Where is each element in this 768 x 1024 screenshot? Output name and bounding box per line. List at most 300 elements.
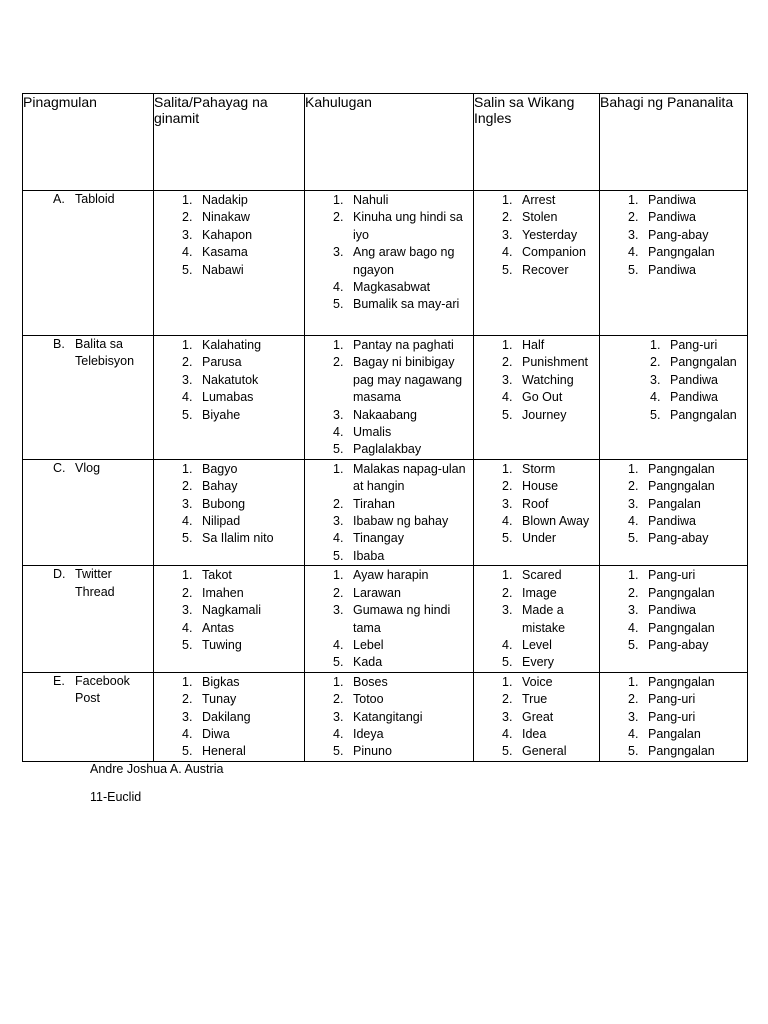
list-item [154, 513, 304, 530]
bahagi-cell [600, 336, 748, 460]
source-cell [23, 191, 154, 336]
item-text: Nakaabang [353, 407, 417, 422]
list-item [154, 637, 304, 654]
item-text: Scared [522, 568, 562, 583]
list-item [600, 726, 747, 743]
item-number: 4. [182, 620, 193, 635]
source-letter: E. [53, 673, 65, 688]
item-text: Image [522, 585, 557, 600]
item-text: Pangngalan [648, 674, 715, 689]
item-text: Pandiwa [648, 603, 696, 618]
item-number: 5. [333, 548, 344, 563]
list-item [600, 674, 747, 691]
item-text: Malakas napag-ulan at hangin [353, 461, 466, 494]
item-text: Pangngalan [670, 407, 737, 422]
item-text: Pang-abay [648, 637, 709, 652]
kahulugan-list [305, 673, 473, 761]
salita-cell [154, 459, 305, 565]
item-number: 3. [628, 709, 639, 724]
item-number: 3. [333, 407, 344, 422]
item-number: 3. [333, 709, 344, 724]
item-text: Pangngalan [648, 479, 715, 494]
item-text: Storm [522, 461, 556, 476]
item-text: Tirahan [353, 496, 395, 511]
item-number: 3. [182, 227, 193, 242]
item-text: Every [522, 655, 554, 670]
item-number: 3. [333, 245, 344, 260]
list-item [474, 262, 599, 279]
bahagi-cell [600, 566, 748, 672]
list-item [154, 209, 304, 226]
list-item [600, 244, 747, 261]
salin-cell [474, 336, 600, 460]
list-item [600, 709, 747, 726]
item-number: 2. [650, 355, 661, 370]
list-item [600, 461, 747, 478]
item-text: Bagay ni binibigay pag may nagawang masama [353, 355, 463, 405]
bahagi-list [600, 673, 747, 761]
source-cell [23, 336, 154, 460]
item-number: 3. [628, 496, 639, 511]
item-text: Companion [522, 245, 586, 260]
item-text: Idea [522, 726, 547, 741]
table-row [23, 459, 748, 565]
kahulugan-list [305, 566, 473, 671]
item-number: 5. [628, 531, 639, 546]
item-text: Nilipad [202, 514, 241, 529]
item-text: Pandiwa [648, 210, 696, 225]
item-text: Pandiwa [648, 193, 696, 207]
item-number: 5. [333, 744, 344, 759]
item-text: Ninakaw [202, 210, 250, 225]
list-item [305, 337, 473, 354]
list-item [474, 192, 599, 209]
list-item [154, 743, 304, 760]
item-text: Pang-uri [670, 338, 718, 352]
item-number: 1. [502, 568, 513, 583]
item-text: Lumabas [202, 390, 254, 405]
list-item [600, 567, 747, 584]
item-number: 3. [502, 227, 513, 242]
list-item [305, 461, 473, 496]
kahulugan-cell [305, 566, 474, 672]
item-text: Pang-uri [648, 709, 696, 724]
item-text: Pinuno [353, 744, 392, 759]
list-item [474, 691, 599, 708]
list-item [154, 585, 304, 602]
item-text: Kada [353, 655, 383, 670]
item-text: Pangalan [648, 496, 701, 511]
table-row [23, 336, 748, 460]
list-item [305, 513, 473, 530]
salita-list [154, 673, 304, 761]
item-number: 5. [628, 637, 639, 652]
item-number: 5. [333, 655, 344, 670]
salita-list [154, 336, 304, 424]
item-text: Lebel [353, 637, 384, 652]
list-item [305, 726, 473, 743]
list-item [154, 691, 304, 708]
item-text: Kahapon [202, 227, 253, 242]
list-item [600, 743, 747, 760]
list-item [305, 354, 473, 406]
item-number: 4. [333, 425, 344, 440]
item-text: Pangngalan [648, 245, 715, 260]
list-item [154, 530, 304, 547]
list-item [474, 337, 599, 354]
salita-cell [154, 191, 305, 336]
list-item [154, 726, 304, 743]
item-number: 5. [333, 442, 344, 457]
list-item [305, 709, 473, 726]
source-name: Facebook Post [75, 673, 130, 706]
header-salin: Salin sa Wikang Ingles [474, 94, 600, 191]
item-number: 2. [502, 355, 513, 370]
item-text: Pangngalan [648, 620, 715, 635]
item-number: 1. [333, 338, 344, 352]
item-number: 1. [333, 461, 344, 476]
item-text: Yesterday [522, 227, 578, 242]
item-text: Dakilang [202, 709, 251, 724]
table-row [23, 566, 748, 672]
item-number: 5. [628, 262, 639, 277]
item-text: Umalis [353, 425, 392, 440]
item-text: Biyahe [202, 407, 241, 422]
source-letter: A. [53, 192, 65, 206]
item-number: 4. [628, 514, 639, 529]
item-text: Gumawa ng hindi tama [353, 603, 451, 635]
list-item [474, 602, 599, 637]
item-number: 1. [182, 461, 193, 476]
source-letter: C. [53, 460, 66, 475]
list-item [600, 530, 747, 547]
source-letter: B. [53, 337, 65, 351]
list-item [154, 192, 304, 209]
item-text: Antas [202, 620, 234, 635]
list-item [305, 424, 473, 441]
item-number: 1. [333, 674, 344, 689]
item-text: Stolen [522, 210, 558, 225]
list-item [154, 567, 304, 584]
item-number: 1. [182, 193, 193, 207]
item-text: Voice [522, 674, 553, 689]
item-number: 1. [628, 193, 639, 207]
list-item [154, 709, 304, 726]
item-text: Nakatutok [202, 372, 259, 387]
list-item [154, 262, 304, 279]
list-item [305, 192, 473, 209]
item-number: 4. [182, 726, 193, 741]
item-number: 3. [333, 603, 344, 618]
item-text: Under [522, 531, 557, 546]
list-item [305, 530, 473, 547]
item-text: House [522, 479, 559, 494]
item-number: 5. [333, 297, 344, 312]
item-text: Go Out [522, 390, 563, 405]
list-item [474, 478, 599, 495]
item-text: Half [522, 338, 545, 352]
item-number: 4. [628, 726, 639, 741]
list-item [474, 637, 599, 654]
list-item [154, 620, 304, 637]
list-item [600, 354, 747, 371]
item-text: Pang-uri [648, 568, 696, 583]
item-number: 4. [502, 390, 513, 405]
list-item [154, 674, 304, 691]
item-text: Katangitangi [353, 709, 423, 724]
list-item [474, 354, 599, 371]
item-number: 4. [182, 245, 193, 260]
list-item [600, 227, 747, 244]
item-text: Ibaba [353, 548, 385, 563]
list-item [305, 496, 473, 513]
item-text: Bumalik sa may-ari [353, 297, 460, 312]
list-item [154, 478, 304, 495]
item-number: 2. [502, 210, 513, 225]
kahulugan-cell [305, 336, 474, 460]
item-number: 4. [502, 245, 513, 260]
list-item [305, 674, 473, 691]
item-text: Nabawi [202, 262, 244, 277]
item-text: Ang araw bago ng ngayon [353, 245, 455, 277]
item-text: Arrest [522, 193, 556, 207]
item-text: Recover [522, 262, 569, 277]
item-number: 2. [628, 692, 639, 707]
salita-list [154, 191, 304, 279]
item-number: 2. [628, 479, 639, 494]
item-text: Heneral [202, 744, 246, 759]
list-item [600, 691, 747, 708]
item-number: 2. [333, 585, 344, 600]
item-number: 3. [628, 603, 639, 618]
list-item [474, 209, 599, 226]
item-text: Nahuli [353, 193, 389, 207]
item-number: 4. [628, 620, 639, 635]
list-item [474, 389, 599, 406]
list-item [154, 354, 304, 371]
list-item [600, 620, 747, 637]
item-text: Pang-abay [648, 227, 709, 242]
source-name: Vlog [75, 460, 101, 475]
kahulugan-cell [305, 191, 474, 336]
salita-list [154, 460, 304, 548]
list-item [305, 244, 473, 279]
list-item [305, 209, 473, 244]
item-number: 1. [182, 674, 193, 689]
item-number: 1. [182, 338, 193, 352]
salin-cell [474, 672, 600, 761]
item-text: Magkasabwat [353, 280, 431, 295]
kahulugan-cell [305, 672, 474, 761]
salin-cell [474, 459, 600, 565]
bahagi-cell [600, 672, 748, 761]
list-item [600, 372, 747, 389]
list-item [600, 496, 747, 513]
salita-cell [154, 672, 305, 761]
item-text: True [522, 692, 548, 707]
item-text: Nagkamali [202, 603, 262, 618]
item-text: Pandiwa [648, 262, 696, 277]
item-number: 1. [333, 568, 344, 583]
salin-list [474, 336, 599, 424]
item-number: 2. [502, 585, 513, 600]
item-number: 2. [628, 585, 639, 600]
item-text: Tunay [202, 692, 237, 707]
item-number: 5. [182, 744, 193, 759]
item-number: 2. [502, 692, 513, 707]
item-text: Watching [522, 372, 574, 387]
list-item [474, 372, 599, 389]
item-text: Pandiwa [670, 372, 718, 387]
salin-list [474, 673, 599, 761]
item-number: 2. [182, 692, 193, 707]
kahulugan-list [305, 336, 473, 459]
item-number: 2. [182, 585, 193, 600]
item-text: Bubong [202, 496, 246, 511]
item-number: 5. [182, 637, 193, 652]
item-number: 2. [182, 210, 193, 225]
list-item [154, 496, 304, 513]
source-letter: D. [53, 567, 66, 582]
bahagi-cell [600, 191, 748, 336]
list-item [474, 496, 599, 513]
bahagi-list [600, 191, 747, 279]
item-number: 2. [333, 210, 344, 225]
item-number: 4. [628, 245, 639, 260]
item-text: Pantay na paghati [353, 338, 454, 352]
item-text: Kalahating [202, 338, 262, 352]
item-number: 3. [502, 372, 513, 387]
item-number: 1. [650, 338, 661, 352]
source-cell [23, 672, 154, 761]
salita-cell [154, 336, 305, 460]
item-number: 4. [182, 390, 193, 405]
item-text: Pang-abay [648, 531, 709, 546]
item-text: Great [522, 709, 554, 724]
item-number: 5. [502, 744, 513, 759]
item-number: 1. [333, 193, 344, 207]
item-number: 1. [502, 338, 513, 352]
item-text: Pangngalan [648, 744, 715, 759]
item-number: 1. [182, 568, 193, 583]
item-text: Made a mistake [522, 603, 566, 635]
source-name: Balita sa Telebisyon [75, 337, 135, 369]
item-number: 2. [502, 479, 513, 494]
item-number: 2. [333, 355, 344, 370]
list-item [154, 372, 304, 389]
item-text: Kinuha ung hindi sa iyo [353, 210, 463, 242]
item-text: Ayaw harapin [353, 568, 429, 583]
item-number: 3. [502, 709, 513, 724]
list-item [600, 637, 747, 654]
item-number: 3. [333, 514, 344, 529]
item-text: Parusa [202, 355, 242, 370]
item-number: 3. [182, 372, 193, 387]
item-text: General [522, 744, 567, 759]
item-number: 1. [628, 461, 639, 476]
list-item [474, 461, 599, 478]
list-item [305, 637, 473, 654]
item-text: Pangalan [648, 726, 701, 741]
salita-cell [154, 566, 305, 672]
list-item [474, 530, 599, 547]
header-kahulugan-text: Kahulugan [305, 94, 372, 110]
list-item [474, 743, 599, 760]
table-row [23, 672, 748, 761]
list-item [305, 567, 473, 584]
list-item [600, 585, 747, 602]
list-item [600, 602, 747, 619]
bahagi-list [600, 460, 747, 548]
header-bahagi: Bahagi ng Pananalita [600, 94, 748, 191]
item-text: Pangngalan [648, 585, 715, 600]
item-number: 5. [502, 655, 513, 670]
item-number: 1. [502, 674, 513, 689]
list-item [154, 407, 304, 424]
item-number: 1. [502, 461, 513, 476]
list-item [305, 296, 473, 313]
list-item [600, 478, 747, 495]
list-item [305, 407, 473, 424]
item-text: Pandiwa [670, 390, 718, 405]
item-number: 4. [333, 726, 344, 741]
item-text: Pandiwa [648, 514, 696, 529]
author-name: Andre Joshua A. Austria [90, 762, 224, 776]
item-text: Tuwing [202, 637, 242, 652]
item-number: 5. [502, 407, 513, 422]
item-number: 4. [502, 726, 513, 741]
item-text: Imahen [202, 585, 244, 600]
list-item [474, 407, 599, 424]
list-item [305, 602, 473, 637]
source-name: Tabloid [75, 192, 115, 206]
item-number: 1. [628, 568, 639, 583]
item-text: Bagyo [202, 461, 238, 476]
item-number: 1. [628, 674, 639, 689]
list-item [305, 441, 473, 458]
item-text: Blown Away [522, 514, 590, 529]
item-text: Ibabaw ng bahay [353, 514, 449, 529]
list-item [474, 674, 599, 691]
list-item [474, 726, 599, 743]
item-number: 4. [650, 390, 661, 405]
vocabulary-table [22, 93, 748, 762]
header-salita: Salita/Pahayag na ginamit [154, 94, 305, 191]
item-number: 3. [182, 496, 193, 511]
item-number: 2. [182, 355, 193, 370]
item-text: Roof [522, 496, 549, 511]
bahagi-cell [600, 459, 748, 565]
item-number: 5. [502, 262, 513, 277]
item-number: 2. [333, 496, 344, 511]
item-text: Bigkas [202, 674, 240, 689]
bahagi-list [600, 336, 747, 424]
item-text: Pangngalan [670, 355, 737, 370]
list-item [305, 548, 473, 565]
salin-list [474, 191, 599, 279]
item-text: Kasama [202, 245, 248, 260]
salin-cell [474, 566, 600, 672]
item-number: 3. [182, 709, 193, 724]
item-text: Boses [353, 674, 388, 689]
list-item [474, 567, 599, 584]
item-number: 4. [182, 514, 193, 529]
item-number: 2. [333, 692, 344, 707]
item-number: 5. [182, 407, 193, 422]
list-item [600, 262, 747, 279]
list-item [305, 691, 473, 708]
item-number: 1. [502, 193, 513, 207]
